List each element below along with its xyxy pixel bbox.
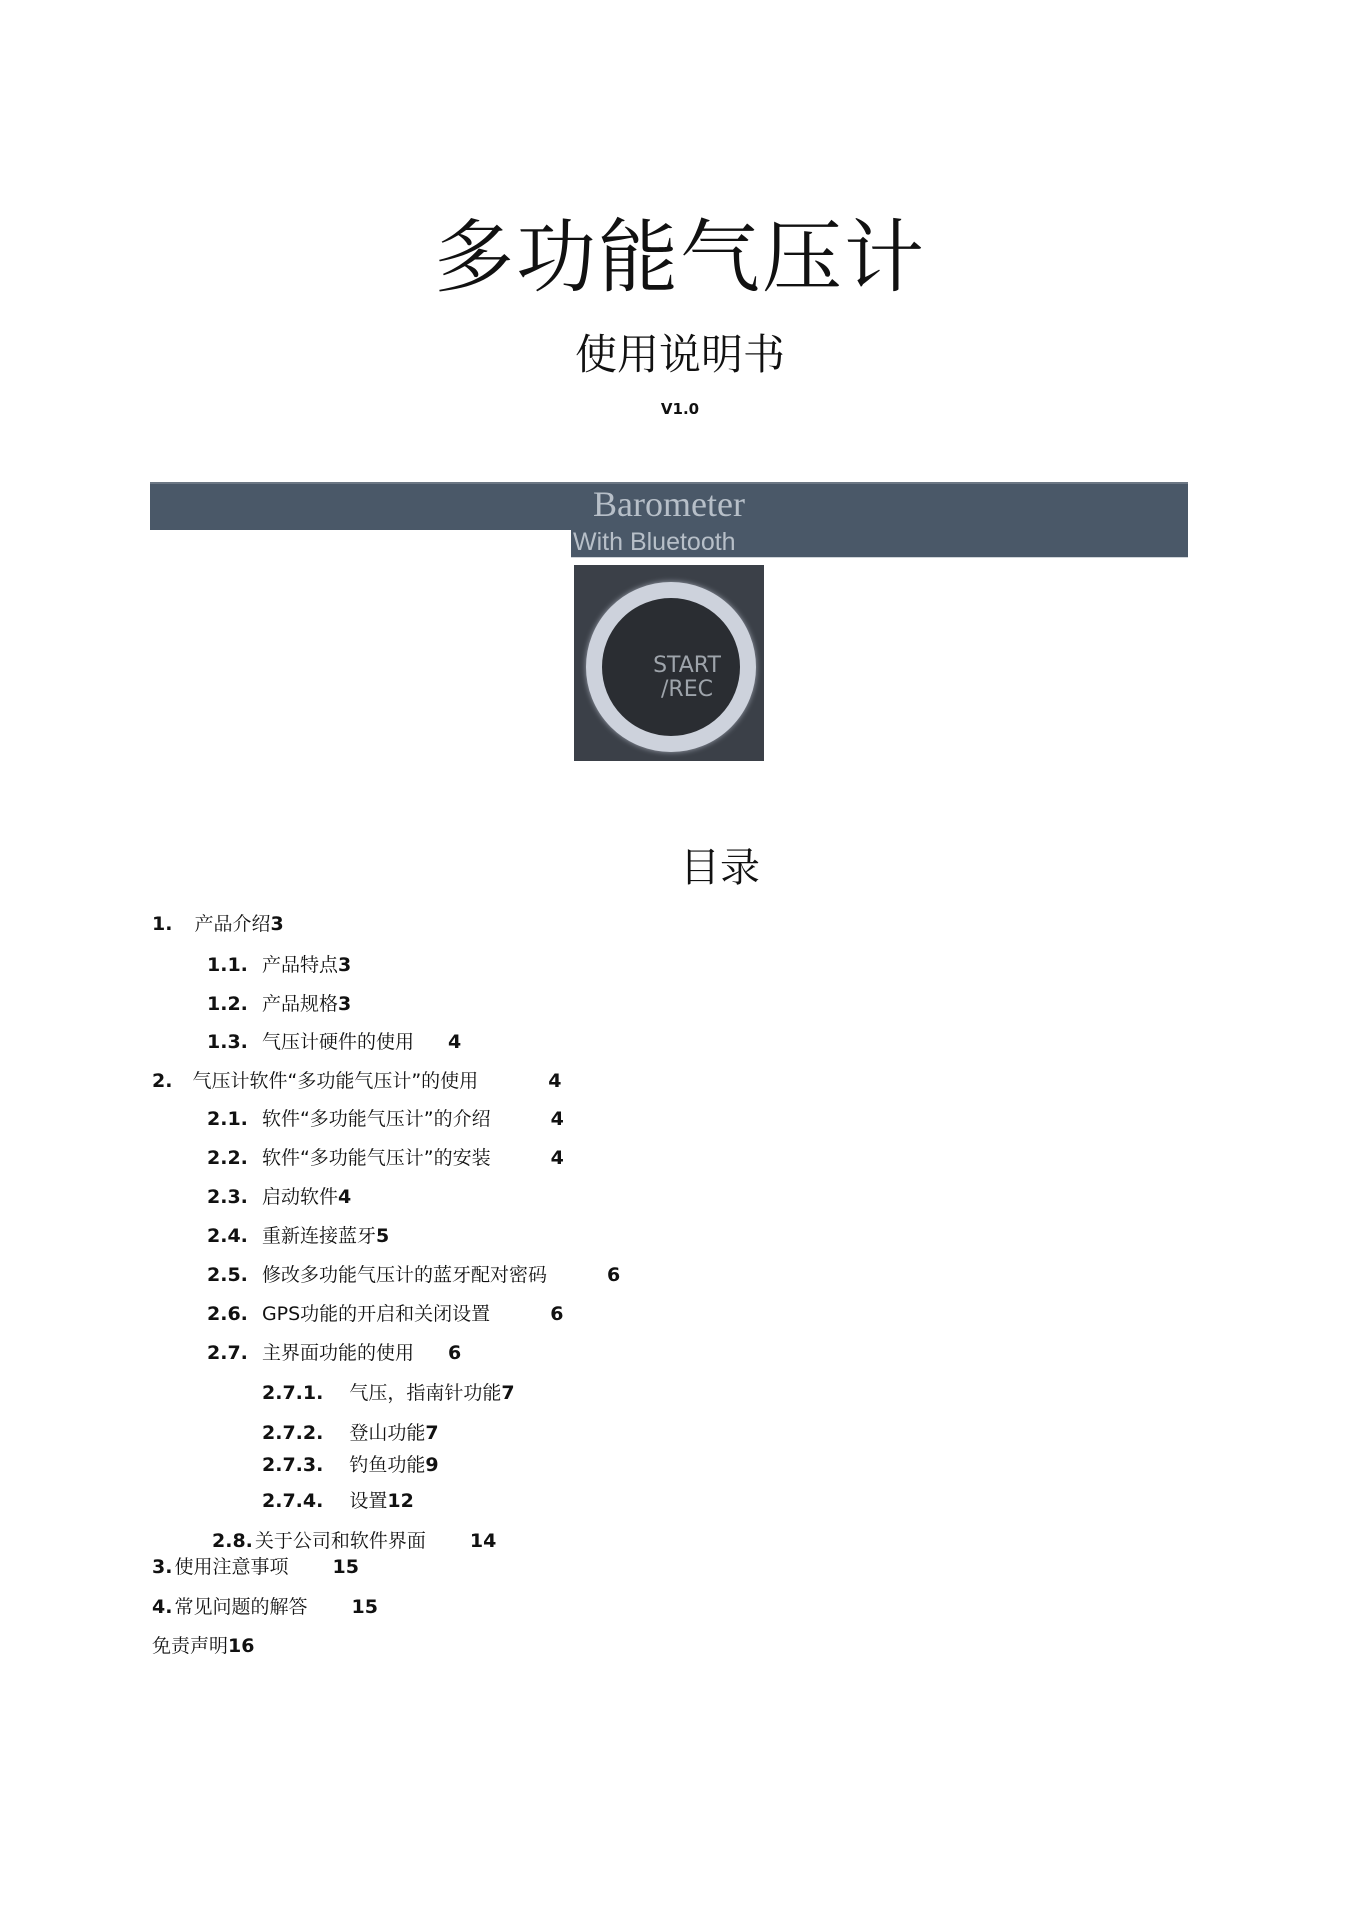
toc-entry[interactable]	[152, 1072, 561, 1091]
toc-entry-page: 5	[375, 1225, 390, 1247]
toc-entry-page: 4	[337, 1186, 352, 1208]
toc-entry[interactable]	[207, 956, 351, 975]
toc-entry-page: 7	[501, 1382, 515, 1404]
button-label-line2: /REC	[661, 677, 713, 703]
toc-entry-number: 2.3.	[207, 1186, 248, 1208]
document-subtitle: 使用说明书	[574, 330, 785, 379]
toc-entry-title: 登山功能	[349, 1422, 426, 1444]
toc-entry[interactable]	[152, 1598, 378, 1617]
document-title: 多功能气压计	[434, 211, 926, 304]
toc-entry-title: 软件“多功能气压计”的安装	[261, 1147, 491, 1169]
toc-entry-number: 2.2.	[207, 1147, 248, 1169]
toc-entry-title: 气压计硬件的使用	[261, 1031, 414, 1053]
toc-entry-number: 2.4.	[207, 1225, 248, 1247]
banner-subtitle: With Bluetooth	[573, 528, 736, 556]
toc-entry-page: 3	[337, 954, 352, 976]
version-label: V1.0	[660, 400, 700, 418]
toc-entry-page: 16	[228, 1635, 255, 1657]
banner-title: Barometer	[593, 484, 745, 524]
toc-entry-title: 重新连接蓝牙	[261, 1225, 376, 1247]
toc-entry-page: 6	[447, 1342, 462, 1364]
toc-entry-title: 使用注意事项	[174, 1556, 289, 1578]
toc-entry[interactable]	[262, 1492, 414, 1511]
toc-entry-page: 4	[550, 1147, 564, 1169]
toc-entry[interactable]	[207, 1110, 564, 1129]
toc-entry-page: 6	[550, 1303, 564, 1325]
toc-entry-page: 4	[550, 1108, 564, 1130]
toc-entry-title: 关于公司和软件界面	[254, 1530, 426, 1552]
toc-entry-number: 2.6.	[207, 1303, 248, 1325]
button-ring	[586, 582, 756, 752]
toc-entry-title: 产品介绍	[194, 913, 271, 935]
toc-entry-title: 修改多功能气压计的蓝牙配对密码	[261, 1264, 547, 1286]
toc-entry-title: 免责声明	[152, 1635, 229, 1657]
toc-entry-title: GPS功能的开启和关闭设置	[261, 1303, 491, 1325]
toc-entry-title: 主界面功能的使用	[261, 1342, 414, 1364]
toc-entry-page: 15	[332, 1556, 359, 1578]
toc-entry-title: 启动软件	[261, 1186, 338, 1208]
toc-entry-number: 2.7.4.	[262, 1490, 324, 1512]
toc-entry[interactable]	[262, 1456, 439, 1475]
toc-entry-page: 15	[351, 1596, 378, 1618]
toc-entry-title: 软件“多功能气压计”的介绍	[261, 1108, 491, 1130]
toc-entry-title: 常见问题的解答	[174, 1596, 308, 1618]
toc-entry-page: 4	[447, 1031, 462, 1053]
toc-entry[interactable]	[207, 1033, 461, 1052]
toc-entry-number: 2.	[152, 1070, 173, 1092]
toc-entry-title: 气压计软件“多功能气压计”的使用	[192, 1070, 479, 1092]
toc-entry[interactable]	[207, 1188, 351, 1207]
toc-entry-page: 14	[469, 1530, 497, 1552]
toc-entry-title: 产品特点	[261, 954, 338, 976]
toc-entry-title: 钓鱼功能	[349, 1454, 426, 1476]
toc-entry-page: 4	[548, 1070, 562, 1092]
toc-entry-page: 3	[337, 993, 352, 1015]
toc-entry-number: 2.5.	[207, 1264, 248, 1286]
toc-entry-number: 1.2.	[207, 993, 248, 1015]
toc-entry-number: 1.1.	[207, 954, 248, 976]
toc-entry-number: 1.	[152, 913, 173, 935]
toc-entry[interactable]	[152, 915, 284, 934]
toc-entry[interactable]	[207, 1305, 563, 1324]
toc-entry-page: 12	[387, 1490, 414, 1512]
toc-entry[interactable]	[207, 1227, 389, 1246]
toc-entry-number: 4.	[152, 1596, 173, 1618]
toc-entry[interactable]	[262, 1424, 439, 1443]
toc-entry-title: 设置	[349, 1490, 388, 1512]
toc-entry-number: 2.7.1.	[262, 1382, 324, 1404]
toc-entry-number: 2.1.	[207, 1108, 248, 1130]
toc-entry-number: 2.8.	[212, 1530, 253, 1552]
toc-entry-title: 气压，指南针功能	[349, 1382, 502, 1404]
toc-entry[interactable]	[207, 1266, 620, 1285]
toc-entry[interactable]	[152, 1558, 359, 1577]
toc-heading: 目录	[680, 845, 760, 891]
toc-entry[interactable]	[152, 1637, 254, 1656]
toc-entry-number: 1.3.	[207, 1031, 248, 1053]
toc-entry-number: 3.	[152, 1556, 173, 1578]
toc-entry-page: 3	[270, 913, 284, 935]
toc-entry-page: 6	[606, 1264, 621, 1286]
button-label-line1: START	[653, 653, 721, 678]
toc-entry[interactable]	[207, 995, 351, 1014]
button-label	[602, 654, 764, 702]
toc-entry-number: 2.7.	[207, 1342, 248, 1364]
toc-entry-page: 9	[425, 1454, 439, 1476]
toc-entry[interactable]	[262, 1384, 515, 1403]
toc-entry[interactable]	[207, 1149, 564, 1168]
toc-entry-title: 产品规格	[261, 993, 338, 1015]
toc-entry-number: 2.7.2.	[262, 1422, 324, 1444]
toc-entry-page: 7	[425, 1422, 439, 1444]
device-button-photo	[574, 565, 764, 761]
toc-entry-number: 2.7.3.	[262, 1454, 324, 1476]
toc-entry[interactable]	[212, 1532, 496, 1551]
toc-entry[interactable]	[207, 1344, 461, 1363]
